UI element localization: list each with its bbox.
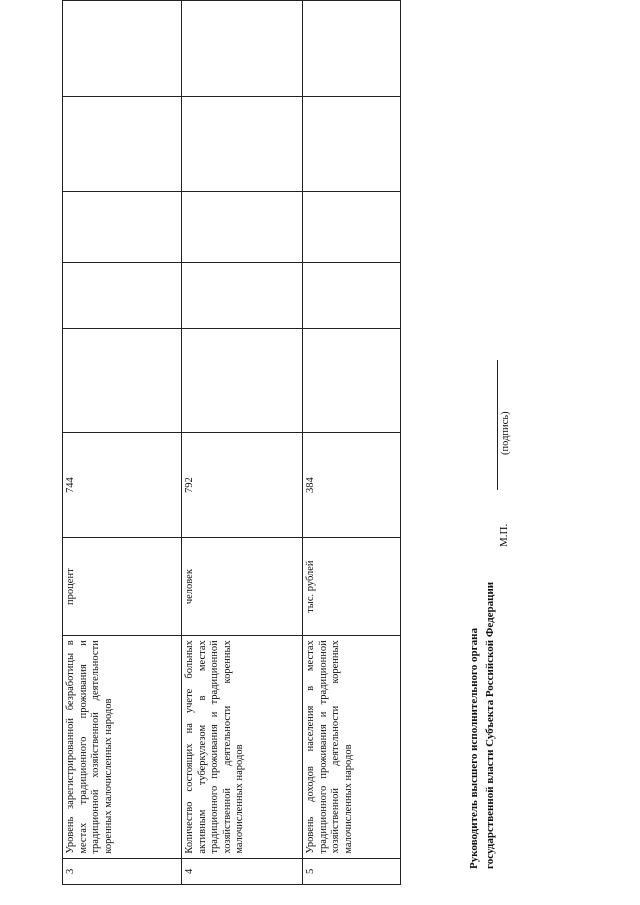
okei-code: 792 [182, 433, 303, 538]
empty-cell [182, 191, 303, 263]
empty-cell [303, 329, 401, 433]
indicator-name: Количество состоящих на учете больных активным туберкулезом в местах традиционного проживания и традиционной хозяйственной деятельности коренных малочисленных народов [182, 636, 303, 858]
signatory-title-line2: государственной власти Субъекта Российской Федерации [484, 581, 496, 869]
unit-of-measure: тыс. рублей [303, 538, 401, 636]
empty-cell [303, 191, 401, 263]
signature-label: (подпись) [500, 411, 511, 455]
empty-cell [303, 263, 401, 329]
indicator-name: Уровень зарегистрированной безработицы в местах традиционного проживания и традиционной хозяйственной деятельности коренных малочисленных народов [63, 636, 182, 858]
okei-code: 744 [63, 433, 182, 538]
unit-of-measure: процент [63, 538, 182, 636]
empty-cell [63, 191, 182, 263]
empty-cell [303, 97, 401, 191]
empty-cell [63, 329, 182, 433]
indicators-table [62, 0, 401, 885]
empty-cell [182, 329, 303, 433]
empty-cell [182, 263, 303, 329]
table-row [182, 1, 303, 885]
empty-cell [63, 1, 182, 97]
empty-cell [63, 263, 182, 329]
signatory-title-line1: Руководитель высшего исполнительного органа [468, 628, 480, 869]
signature-line [497, 360, 498, 490]
empty-cell [303, 1, 401, 97]
indicator-name: Уровень доходов населения в местах традиционного проживания и традиционной хозяйственной деятельности коренных малочисленных народов [303, 636, 401, 858]
row-number: 5 [303, 858, 401, 884]
empty-cell [182, 97, 303, 191]
table-row [63, 1, 182, 885]
okei-code: 384 [303, 433, 401, 538]
row-number: 3 [63, 858, 182, 884]
table-row [303, 1, 401, 885]
row-number: 4 [182, 858, 303, 884]
empty-cell [63, 97, 182, 191]
stamp-place-label: М.П. [498, 523, 510, 547]
unit-of-measure: человек [182, 538, 303, 636]
empty-cell [182, 1, 303, 97]
